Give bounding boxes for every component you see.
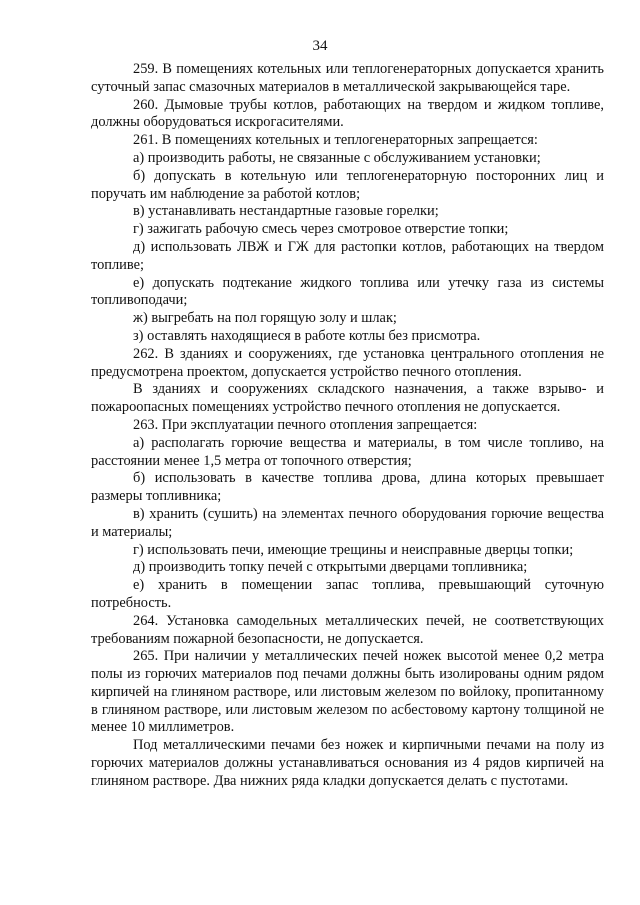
list-item-261-a: а) производить работы, не связанные с обслуживанием установки;	[133, 149, 541, 166]
list-item-261-z: з) оставлять находящиеся в работе котлы без присмотра.	[133, 327, 481, 344]
list-item-263-a: а) располагать горючие вещества и материалы, в том числе топливо, на расстоянии менее 1,5 метра от топочного отверстия;	[91, 434, 604, 469]
paragraph-263: 263. При эксплуатации печного отопления запрещается:	[133, 416, 478, 433]
list-item-263-d: д) производить топку печей с открытыми дверцами топливника;	[133, 559, 528, 576]
paragraph-260: 260. Дымовые трубы котлов, работающих на твердом и жидком топливе, должны оборудоваться искрогасителями.	[91, 96, 604, 131]
list-item-263-e: е) хранить в помещении запас топлива, превышающий суточную потребность.	[91, 577, 604, 611]
paragraph-261: 261. В помещениях котельных и теплогенераторных запрещается:	[133, 132, 538, 149]
page-body	[91, 61, 604, 791]
paragraph-265-continued: Под металлическими печами без ножек и кирпичными печами на полу из горючих материалов должны устанавливаться основания из 4 рядов кирпичей на глиняном растворе. Два нижних ряда кладки допускается делать с пустотами.	[91, 737, 604, 789]
list-item-261-e: е) допускать подтекание жидкого топлива или утечку газа из системы топливоподачи;	[91, 274, 604, 309]
page-number: 34	[312, 38, 328, 54]
list-item-263-b: б) использовать в качестве топлива дрова, длина которых превышает размеры топливника;	[91, 470, 604, 505]
paragraph-264: 264. Установка самодельных металлических печей, не соответствующих требованиям пожарной безопасности, не допускается.	[91, 612, 604, 647]
paragraph-262: 262. В зданиях и сооружениях, где установка центрального отопления не предусмотрена проектом, допускается устройство печного отопления.	[91, 345, 604, 380]
list-item-261-zh: ж) выгребать на пол горящую золу и шлак;	[133, 310, 397, 327]
paragraph-265: 265. При наличии у металлических печей ножек высотой менее 0,2 метра полы из горючих материалов под печами должны быть изолированы одним рядом кирпичей на глиняном растворе, или листовым железом по войлоку, пропитанному в глиняном растворе, или листовым железом по асбестовому картону толщиной не менее 10 миллиметров.	[91, 648, 604, 736]
list-item-261-d: д) использовать ЛВЖ и ГЖ для растопки котлов, работающих на твердом топливе;	[91, 238, 604, 273]
list-item-261-g: г) зажигать рабочую смесь через смотровое отверстие топки;	[133, 221, 509, 238]
list-item-263-g: г) использовать печи, имеющие трещины и неисправные дверцы топки;	[133, 541, 574, 558]
list-item-261-v: в) устанавливать нестандартные газовые горелки;	[133, 203, 439, 220]
paragraph-259: 259. В помещениях котельных или теплогенераторных допускается хранить суточный запас смазочных материалов в металлической закрывающейся таре.	[91, 61, 604, 95]
list-item-261-b: б) допускать в котельную или теплогенераторную посторонних лиц и поручать им наблюдение за работой котлов;	[91, 167, 604, 202]
paragraph-262-continued: В зданиях и сооружениях складского назначения, а также взрыво- и пожароопасных помещениях устройство печного отопления не допускается.	[91, 381, 604, 416]
list-item-263-v: в) хранить (сушить) на элементах печного оборудования горючие вещества и материалы;	[91, 505, 604, 540]
